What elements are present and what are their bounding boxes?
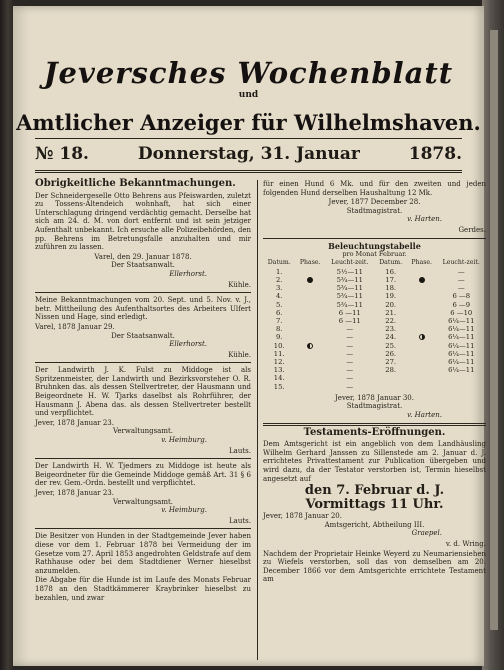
date-cell — [374, 383, 406, 391]
moon-phase-cell — [407, 358, 437, 366]
lighting-table-row — [263, 374, 486, 382]
lighting-time-cell: 5¾—11 — [336, 300, 363, 309]
notice-3-signature: v. Heimburg. — [161, 436, 207, 445]
date-cell: 4. — [275, 292, 283, 301]
masthead-subtitle: Amtlicher Anzeiger für Wilhelmshaven. — [16, 110, 481, 135]
date-cell: 20. — [385, 300, 397, 309]
notice-1-office: Der Staatsanwalt. — [111, 261, 175, 270]
date-cell: 6. — [275, 308, 283, 317]
date-cell: 18. — [385, 284, 397, 293]
moon-phase-cell — [295, 309, 325, 317]
divider — [35, 292, 251, 293]
col-header-date-2: Datum. — [379, 258, 403, 266]
masthead-title: Jeversches Wochenblatt — [43, 56, 454, 90]
moon-phase-cell — [407, 325, 437, 333]
lighting-table-row — [263, 292, 486, 300]
date-cell: 24. — [385, 333, 397, 342]
date-cell: 11. — [273, 349, 285, 358]
date-cell: 16. — [385, 267, 397, 276]
notice-4-office: Verwaltungsamt. — [112, 497, 174, 506]
lighting-time-cell: — — [346, 341, 354, 350]
lighting-time-cell: 6¼—11 — [448, 366, 475, 375]
testament-signature: Graepel. — [411, 529, 442, 538]
date-cell — [374, 374, 406, 382]
moon-phase-cell — [407, 309, 437, 317]
date-cell: 1. — [275, 267, 283, 276]
moon-phase-cell — [295, 317, 325, 325]
divider — [35, 528, 251, 529]
lighting-date: Jever, 1878 Januar 30. — [335, 393, 414, 402]
lighting-table-header — [263, 259, 486, 268]
notice-1-date: Varel, den 29. Januar 1878. — [94, 252, 192, 261]
page-stack-bar — [489, 30, 498, 630]
left-column — [35, 180, 251, 603]
col-header-date: Datum. — [267, 258, 291, 266]
half-moon-icon — [307, 343, 313, 349]
issue-date: Donnerstag, 31. Januar — [137, 144, 360, 164]
lighting-table-row — [263, 268, 486, 276]
lighting-table-row — [263, 366, 486, 374]
date-cell: 14. — [273, 374, 285, 383]
moon-phase-cell — [407, 301, 437, 309]
lighting-time-cell: — — [457, 284, 465, 293]
rule-under-date-2 — [35, 172, 462, 173]
full-moon-icon — [419, 277, 425, 283]
date-cell: 12. — [273, 357, 285, 366]
col-header-phase: Phase. — [299, 258, 321, 266]
lighting-time-cell: 6¼—11 — [448, 349, 475, 358]
date-cell: 5. — [275, 300, 283, 309]
lighting-table-row — [263, 342, 486, 350]
moon-phase-cell — [407, 268, 437, 276]
notice-1-signature: Ellerhorst. — [169, 269, 207, 278]
date-cell: 19. — [385, 292, 397, 301]
lighting-time-cell: — — [346, 382, 354, 391]
date-cell: 8. — [275, 325, 283, 334]
lighting-table — [263, 259, 486, 391]
lighting-table-row — [263, 383, 486, 391]
dog-tax-label: Gerdes. — [458, 225, 486, 234]
notice-2-text: Meine Bekanntmachungen vom 20. Sept. und 5. Nov. v. J., betr. Mittheilung des Aufenthaltsortes des Arbeiters Ulfert Nissen und Hage, sind erledigt. — [35, 296, 251, 322]
half-moon-icon — [419, 334, 425, 340]
date-cell: 25. — [385, 341, 397, 350]
moon-phase-cell — [407, 342, 437, 350]
notice-5-text-2: Die Abgabe für die Hunde ist im Laufe des Monats Februar 1878 an den Stadtkämmerer Kraybrinker hieselbst zu bezahlen, und zwar — [35, 576, 251, 602]
moon-phase-cell — [295, 284, 325, 292]
issue-number: № 18. — [35, 144, 89, 164]
lighting-time-cell: — — [346, 325, 354, 334]
testament-heading: Testaments-Eröffnungen. — [303, 426, 446, 438]
section-heading: Obrigkeitliche Bekanntmachungen. — [35, 178, 236, 189]
lighting-time-cell: 6 —10 — [450, 308, 473, 317]
divider — [35, 362, 251, 363]
lighting-time-cell — [437, 383, 487, 391]
lighting-time-cell: 6 —11 — [338, 308, 361, 317]
moon-phase-cell — [295, 333, 325, 341]
lighting-time-cell: 6 —8 — [452, 292, 471, 301]
lighting-time-cell: — — [346, 374, 354, 383]
col-header-time-2: Leucht-zeit. — [442, 258, 480, 266]
date-cell: 3. — [275, 284, 283, 293]
lighting-table-row — [263, 358, 486, 366]
masthead-connector: und — [238, 90, 259, 100]
moon-phase-cell — [295, 366, 325, 374]
lighting-time-cell: — — [346, 366, 354, 375]
lighting-time-cell: 6¼—11 — [448, 341, 475, 350]
notice-2-office: Der Staatsanwalt. — [111, 331, 175, 340]
notice-5-text-1: Die Besitzer von Hunden in der Stadtgemeinde Jever haben diese vor dem 1. Februar 1878 bei Vermeidung der im Gesetze vom 27. April 1853 angedrohten Geldstrafe auf dem Rathhause oder bei dem Stadtdiener Werner hieselbst anzumelden. — [35, 532, 251, 575]
divider — [263, 423, 486, 424]
lighting-time-cell: — — [346, 349, 354, 358]
date-cell: 28. — [385, 366, 397, 375]
lighting-time-cell: 6¼—11 — [448, 325, 475, 334]
date-cell: 27. — [385, 357, 397, 366]
date-cell: 15. — [273, 382, 285, 391]
lighting-time-cell: 5¾—11 — [336, 292, 363, 301]
notice-2-label: Kühle. — [228, 350, 251, 359]
moon-phase-cell — [295, 268, 325, 276]
col-header-time: Leucht-zeit. — [331, 258, 369, 266]
rule-top — [35, 138, 462, 139]
lighting-time-cell: 6 —9 — [452, 300, 471, 309]
lighting-time-cell — [437, 374, 487, 382]
moon-phase-cell — [407, 383, 437, 391]
notice-3-office: Verwaltungsamt. — [112, 427, 174, 436]
lighting-table-row — [263, 276, 486, 284]
notice-3-date: Jever, 1878 Januar 23. — [35, 418, 114, 427]
lighting-table-row — [263, 325, 486, 333]
dog-tax-text: für einen Hund 6 Mk. und für den zweiten und jeden folgenden Hund derselben Haushaltung 12 Mk. — [263, 180, 486, 197]
notice-1-text: Der Schneidergeselle Otto Behrens aus Pfeiswarden, zuletzt zu Tossens-Altendeich wohnhaft, hat sich einer Unterschlagung dringend verdächtig gemacht. Derselbe hat sich am 24. d. M. von dort entfernt und ist sein jetziger Aufenthalt unbekannt. Ich ersuche alle Polizeibehörden, den pp. Behrens im Betretungsfalle anzuhalten und mir zuführen zu lassen. — [35, 191, 251, 252]
lighting-time-cell: 6 —11 — [338, 316, 361, 325]
lighting-time-cell: 6¼—11 — [448, 333, 475, 342]
dog-tax-office: Stadtmagistrat. — [346, 206, 403, 215]
testament-label: v. d. Wring. — [445, 539, 486, 548]
date-cell: 9. — [275, 333, 283, 342]
issue-year: 1878. — [408, 144, 462, 164]
column-separator — [257, 180, 258, 660]
moon-phase-cell — [407, 333, 437, 341]
notice-4-label: Lauts. — [229, 516, 251, 525]
lighting-table-row — [263, 284, 486, 292]
notice-4-date: Jever, 1878 Januar 23. — [35, 489, 114, 497]
moon-phase-cell — [407, 292, 437, 300]
moon-phase-cell — [407, 317, 437, 325]
moon-phase-cell — [295, 358, 325, 366]
notice-4-signature: v. Heimburg. — [161, 506, 207, 515]
lighting-time-cell: 5¾—11 — [336, 284, 363, 293]
rule-under-date — [35, 170, 462, 171]
lighting-table-row — [263, 333, 486, 341]
notice-2-signature: Ellerhorst. — [169, 340, 207, 349]
col-header-phase-2: Phase. — [411, 258, 433, 266]
date-cell: 23. — [385, 325, 397, 334]
date-cell: 7. — [275, 316, 283, 325]
lighting-time-cell: 6¼—11 — [448, 357, 475, 366]
lighting-table-row — [263, 350, 486, 358]
lighting-table-body — [263, 268, 486, 391]
lighting-time-cell: 5½—11 — [336, 267, 363, 276]
notice-3-label: Lauts. — [229, 446, 251, 455]
testament-office: Amtsgericht, Abtheilung III. — [324, 520, 425, 529]
moon-phase-cell — [407, 366, 437, 374]
moon-phase-cell — [295, 350, 325, 358]
date-cell: 21. — [385, 308, 397, 317]
lighting-table-title: Beleuchtungstabelle — [328, 240, 421, 251]
testament-date-line-1: den 7. Februar d. J. — [304, 483, 445, 499]
dog-tax-signature: v. Harten. — [407, 215, 442, 224]
divider — [263, 238, 486, 239]
lighting-time-cell: 5¾—11 — [336, 275, 363, 284]
right-column — [263, 180, 486, 585]
moon-phase-cell — [407, 276, 437, 284]
testament-place-date: Jever, 1878 Januar 20. — [263, 512, 342, 521]
book-spine — [0, 0, 13, 670]
lighting-time-cell: — — [346, 357, 354, 366]
date-cell: 26. — [385, 349, 397, 358]
notice-2-date: Varel, 1878 Januar 29. — [35, 322, 115, 331]
lighting-time-cell: — — [457, 267, 465, 276]
paper-sheet — [13, 6, 484, 666]
divider — [263, 425, 486, 426]
lighting-table-row — [263, 317, 486, 325]
issue-line — [35, 144, 462, 164]
moon-phase-cell — [295, 342, 325, 350]
full-moon-icon — [307, 277, 313, 283]
date-cell: 22. — [385, 316, 397, 325]
lighting-table-subtitle: pro Monat Februar. — [342, 250, 407, 259]
date-cell: 2. — [275, 275, 283, 284]
notice-3-text: Der Landwirth J. K. Fulst zu Middoge ist als Spritzenmeister, der Landwirth und Bezirksvorsteher O. R. Bruhnken das. als dessen Stellvertreter, der Hausmann und Beigeordnete H. W. Tjarks daselbst als Rohrführer, der Hausmann J. Abena das. als dessen Stellvertreter bestellt und verpflichtet. — [35, 366, 251, 418]
lighting-time-cell: — — [457, 275, 465, 284]
date-cell: 13. — [273, 366, 285, 375]
lighting-table-row — [263, 301, 486, 309]
moon-phase-cell — [407, 350, 437, 358]
moon-phase-cell — [295, 292, 325, 300]
testament-date-line-2: Vormittags 11 Uhr. — [305, 497, 444, 513]
testament-text: Dem Amtsgericht ist ein angeblich von dem Landhäusling Wilhelm Gerhard Janssen zu Sillenstede am 2. Januar d. J. errichtetes Privattestament zur Publication übergeben und wird dazu, da der Testator verstorben ist, Termin hieselbst angesetzt auf — [263, 440, 486, 483]
date-cell: 10. — [273, 341, 285, 350]
date-cell: 17. — [385, 275, 397, 284]
lighting-time-cell: 6¼—11 — [448, 316, 475, 325]
notice-4-text: Der Landwirth H. W. Tjedmers zu Middoge ist heute als Beigeordneter für die Gemeinde Middoge gemäß Art. 31 § 6 der rev. Gem.-Ordn. bestellt und verpflichtet. — [35, 462, 251, 488]
divider — [35, 458, 251, 459]
lighting-signature: v. Harten. — [407, 410, 442, 419]
moon-phase-cell — [407, 284, 437, 292]
moon-phase-cell — [295, 276, 325, 284]
lighting-time-cell: — — [346, 333, 354, 342]
lighting-table-row — [263, 309, 486, 317]
moon-phase-cell — [295, 325, 325, 333]
lighting-office: Stadtmagistrat. — [346, 402, 403, 411]
moon-phase-cell — [295, 383, 325, 391]
moon-phase-cell — [295, 374, 325, 382]
testament-text-2: Nachdem der Proprietair Heinke Weyerd zu Neumariensiehen zu Wiefels verstorben, soll das von demselben am 20. December 1866 vor dem Amtsgerichte errichtete Testament am — [263, 549, 486, 584]
dog-tax-date: Jever, 1877 December 28. — [328, 198, 421, 207]
moon-phase-cell — [295, 301, 325, 309]
notice-1-label: Kühle. — [228, 280, 251, 289]
moon-phase-cell — [407, 374, 437, 382]
